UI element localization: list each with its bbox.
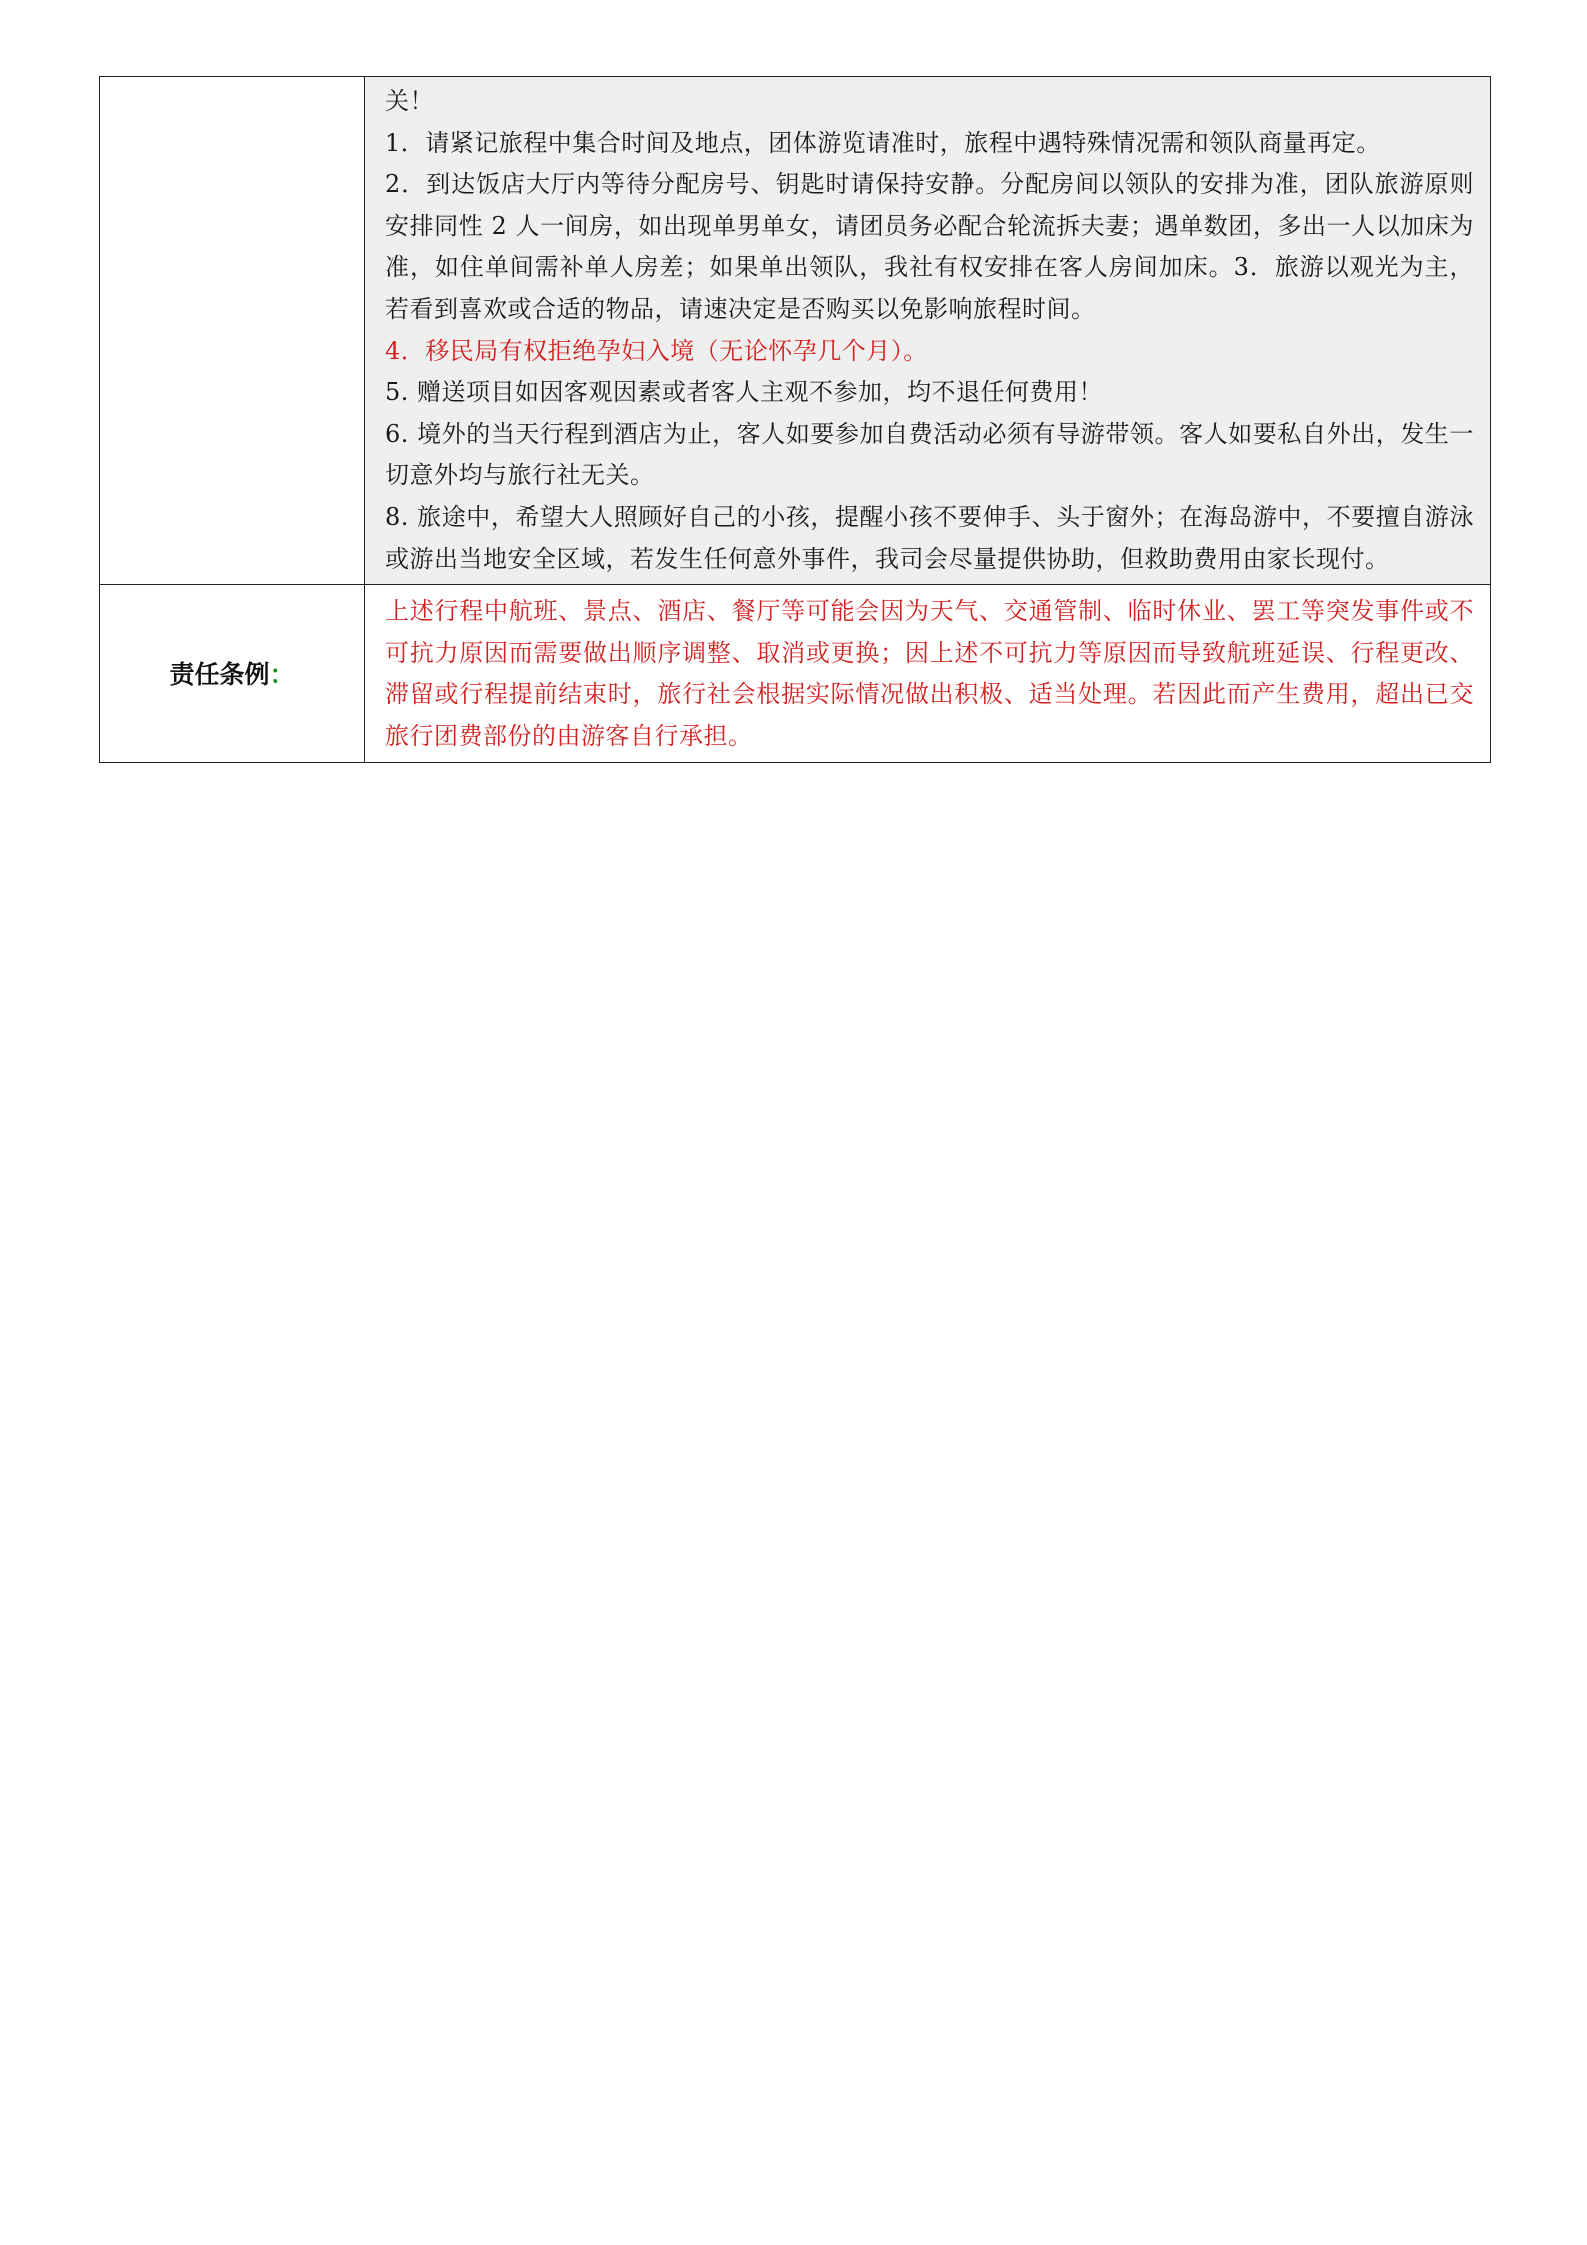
note-item-6: 6. 境外的当天行程到酒店为止，客人如要参加自费活动必须有导游带领。客人如要私自外出，发生一切意外均与旅行社无关。	[385, 419, 1474, 490]
note-item-1: 1．请紧记旅程中集合时间及地点，团体游览请准时，旅程中遇特殊情况需和领队商量再定。	[385, 128, 1381, 157]
note-item-8: 8. 旅途中，希望大人照顾好自己的小孩，提醒小孩不要伸手、头于窗外；在海岛游中，不要擅自游泳或游出当地安全区域，若发生任何意外事件，我司会尽量提供协助，但救助费用由家长现付。	[385, 502, 1474, 573]
note-continuation: 关！	[385, 87, 434, 115]
note-item-4: 4．移民局有权拒绝孕妇入境（无论怀孕几个月）。	[385, 336, 928, 365]
clause-label-cell	[100, 585, 365, 762]
notes-cell	[365, 77, 1491, 585]
notes-label-cell	[100, 77, 365, 585]
note-item-2-3: 2．到达饭店大厅内等待分配房号、钥匙时请保持安静。分配房间以领队的安排为准，团队旅游原则安排同性 2 人一间房，如出现单男单女，请团员务必配合轮流拆夫妻；遇单数团，多出一人以加床为准，如住单间需补单人房差；如果单出领队，我社有权安排在客人房间加床。3．旅游以观光为主，若看到喜欢或合适的物品，请速决定是否购买以免影响旅程时间。	[385, 170, 1474, 323]
clause-cell	[365, 585, 1491, 762]
clause-label: 责任条例	[169, 660, 270, 690]
notes-list	[365, 77, 1490, 584]
itinerary-notes-table	[99, 76, 1491, 763]
clause-row	[100, 585, 1491, 762]
note-item-5: 5. 赠送项目如因客观因素或者客人主观不参加，均不退任何费用！	[385, 378, 1104, 407]
clause-label-colon: ：	[269, 660, 295, 690]
notes-row	[100, 77, 1491, 585]
clause-text: 上述行程中航班、景点、酒店、餐厅等可能会因为天气、交通管制、临时休业、罢工等突发事件或不可抗力原因而需要做出顺序调整、取消或更换；因上述不可抗力等原因而导致航班延误、行程更改、滞留或行程提前结束时，旅行社会根据实际情况做出积极、适当处理。若因此而产生费用，超出已交旅行团费部份的由游客自行承担。	[385, 597, 1474, 750]
